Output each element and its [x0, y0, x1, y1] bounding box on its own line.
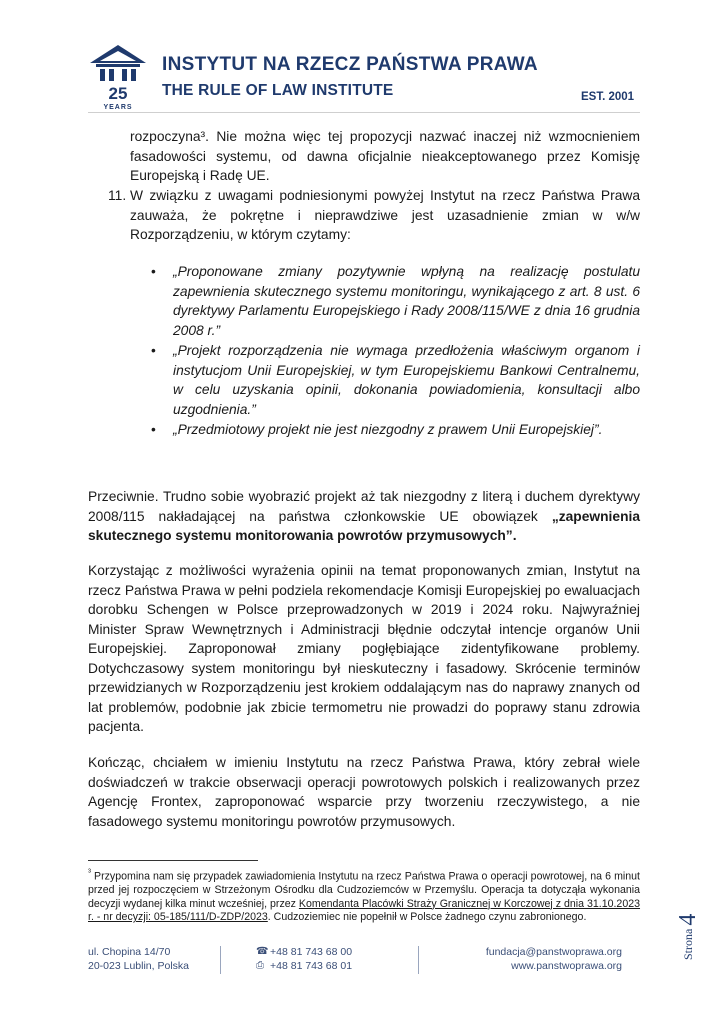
logo-number: 25 — [108, 84, 128, 103]
footer-address — [88, 945, 189, 973]
page-label: Strona — [680, 928, 695, 960]
header-divider — [88, 112, 640, 113]
bullet-icon: • — [151, 343, 156, 358]
fax-number[interactable]: +48 81 743 68 01 — [270, 960, 353, 972]
quoted-justification-list — [151, 262, 640, 441]
paragraph-text: Przeciwnie. Trudno sobie wyobrazić projekt aż tak niezgodny z literą i duchem dyrektywy 2008/115 nakładającej na państwa członkowskie UE obowiązek — [88, 489, 640, 524]
list-item — [151, 420, 640, 440]
footnote-marker: ³ — [88, 867, 91, 877]
address-line: ul. Chopina 14/70 — [88, 946, 171, 958]
footer-separator — [418, 946, 419, 974]
paragraph-opinion: Korzystając z możliwości wyrażenia opinii na temat proponowanych zmian, Instytut na rzecz Państwa Prawa w pełni podziela rekomendacje Komisji Europejskiej po ewaluacjach dorobku Schengen w Polsce przeprowadzonych w 2019 i 2024 roku. Najwyraźniej Minister Spraw Wewnętrznych i Administracji błędnie odczytał intencje organów Unii Europejskiej. Zaproponował zmiany pogłębiające zidentyfikowane problemy. Dotychczasowy system monitoringu był nieskuteczny i fasadowy. Skrócenie terminów przewidzianych w Rozporządzeniu jest krokiem oddalającym nas do naprawy znanych od lat problemów, podobnie jak zbicie termometru nie prowadzi do poprawy stanu zdrowia pacjenta. — [88, 563, 640, 734]
list-item-11 — [108, 186, 640, 245]
page-number-value: 4 — [674, 913, 701, 926]
bullet-icon: • — [151, 422, 156, 437]
list-item — [151, 341, 640, 419]
phone-number[interactable]: +48 81 743 68 00 — [270, 946, 353, 958]
address-line: 20-023 Lublin, Polska — [88, 960, 189, 972]
phone-icon: ☎ — [256, 946, 269, 957]
emphasis-text: „zapewnienia skutecznego systemu monitorowania powrotów przymusowych”. — [88, 508, 640, 543]
paragraph-contrary — [88, 487, 640, 546]
continuation-paragraph: rozpoczyna³. Nie można więc tej propozycji nazwać inaczej niż wzmocnieniem fasadowości systemu, od dawna oficjalnie nieakceptowanego przez Komisję Europejską i Radę UE. — [130, 129, 640, 183]
list-item-text: W związku z uwagami podniesionymi powyżej Instytut na rzecz Państwa Prawa zauważa, że pokrętne i nieprawdziwe jest uzasadnienie zmian w w/w Rozporządzeniu, w którym czytamy: — [130, 188, 640, 242]
page-number — [668, 870, 708, 960]
footer-contact — [440, 945, 622, 973]
footnote-text: Przypomina nam się przypadek zawiadomienia Instytutu na rzecz Państwa Prawa o operacji powrotowej, na 6 minut przed jej rozpoczęciem w Strzeżonym Ośrodku dla Cudzoziemców w Przemyślu. Operacja ta dotycząła wykonania decyzji wydanej kilka minut wcześniej, przez — [88, 870, 640, 910]
quote-text: „Proponowane zmiany pozytywnie wpłyną na realizację postulatu zapewnienia skutecznego systemu monitoringu, wynikającego z art. 8 ust. 6 dyrektywy Parlamentu Europejskiego i Rady 2008/115/WE z dnia 16 grudnia 2008 r.” — [173, 264, 640, 338]
bullet-icon: • — [151, 264, 156, 279]
fax-icon: ⎙ — [256, 960, 264, 971]
org-name-pl: INSTYTUT NA RZECZ PAŃSTWA PRAWA — [162, 54, 538, 75]
website-link[interactable]: www.panstwoprawa.org — [511, 960, 622, 972]
footnote-divider — [88, 860, 258, 861]
quote-text: „Projekt rozporządzenia nie wymaga przedłożenia właściwym organom i instytucjom Unii Europejskiej, w tym Europejskiemu Bankowi Centralnemu, w celu uzyskania opinii, dokonania powiadomienia, konsultacji albo uzgodnienia.” — [173, 343, 640, 417]
footer-separator — [220, 946, 221, 974]
quote-text: „Przedmiotowy projekt nie jest niezgodny z prawem Unii Europejskiej”. — [173, 422, 603, 437]
footnote-link[interactable]: Komendanta Placówki Straży Granicznej w Korczowej z dnia 31.10.2023 r. - nr decyzji: 05-185/111/D-ZDP/2023 — [88, 897, 641, 924]
list-item-number: 11. — [108, 188, 127, 203]
paragraph-closing: Kończąc, chciałem w imieniu Instytutu na rzecz Państwa Prawa, który zebrał wiele doświadczeń w trakcie obserwacji operacji powrotowych polskich i realizowanych przez Agencję Frontex, zaproponować wsparcie przy tworzeniu rzeczywistego, a nie fasadowego systemu monitoringu powrotów przymusowych. — [88, 755, 640, 829]
email-link[interactable]: fundacja@panstwoprawa.org — [485, 946, 622, 958]
footer-phones — [256, 945, 352, 973]
footnote — [88, 866, 640, 925]
org-name-en: THE RULE OF LAW INSTITUTE — [162, 82, 394, 99]
established-label: EST. 2001 — [581, 91, 635, 103]
institute-logo — [88, 43, 148, 111]
logo-years: YEARS — [103, 104, 133, 111]
list-item — [151, 262, 640, 340]
footnote-text-end: . Cudzoziemiec nie popełnił w Polsce żadnego czynu zabronionego. — [267, 911, 587, 924]
